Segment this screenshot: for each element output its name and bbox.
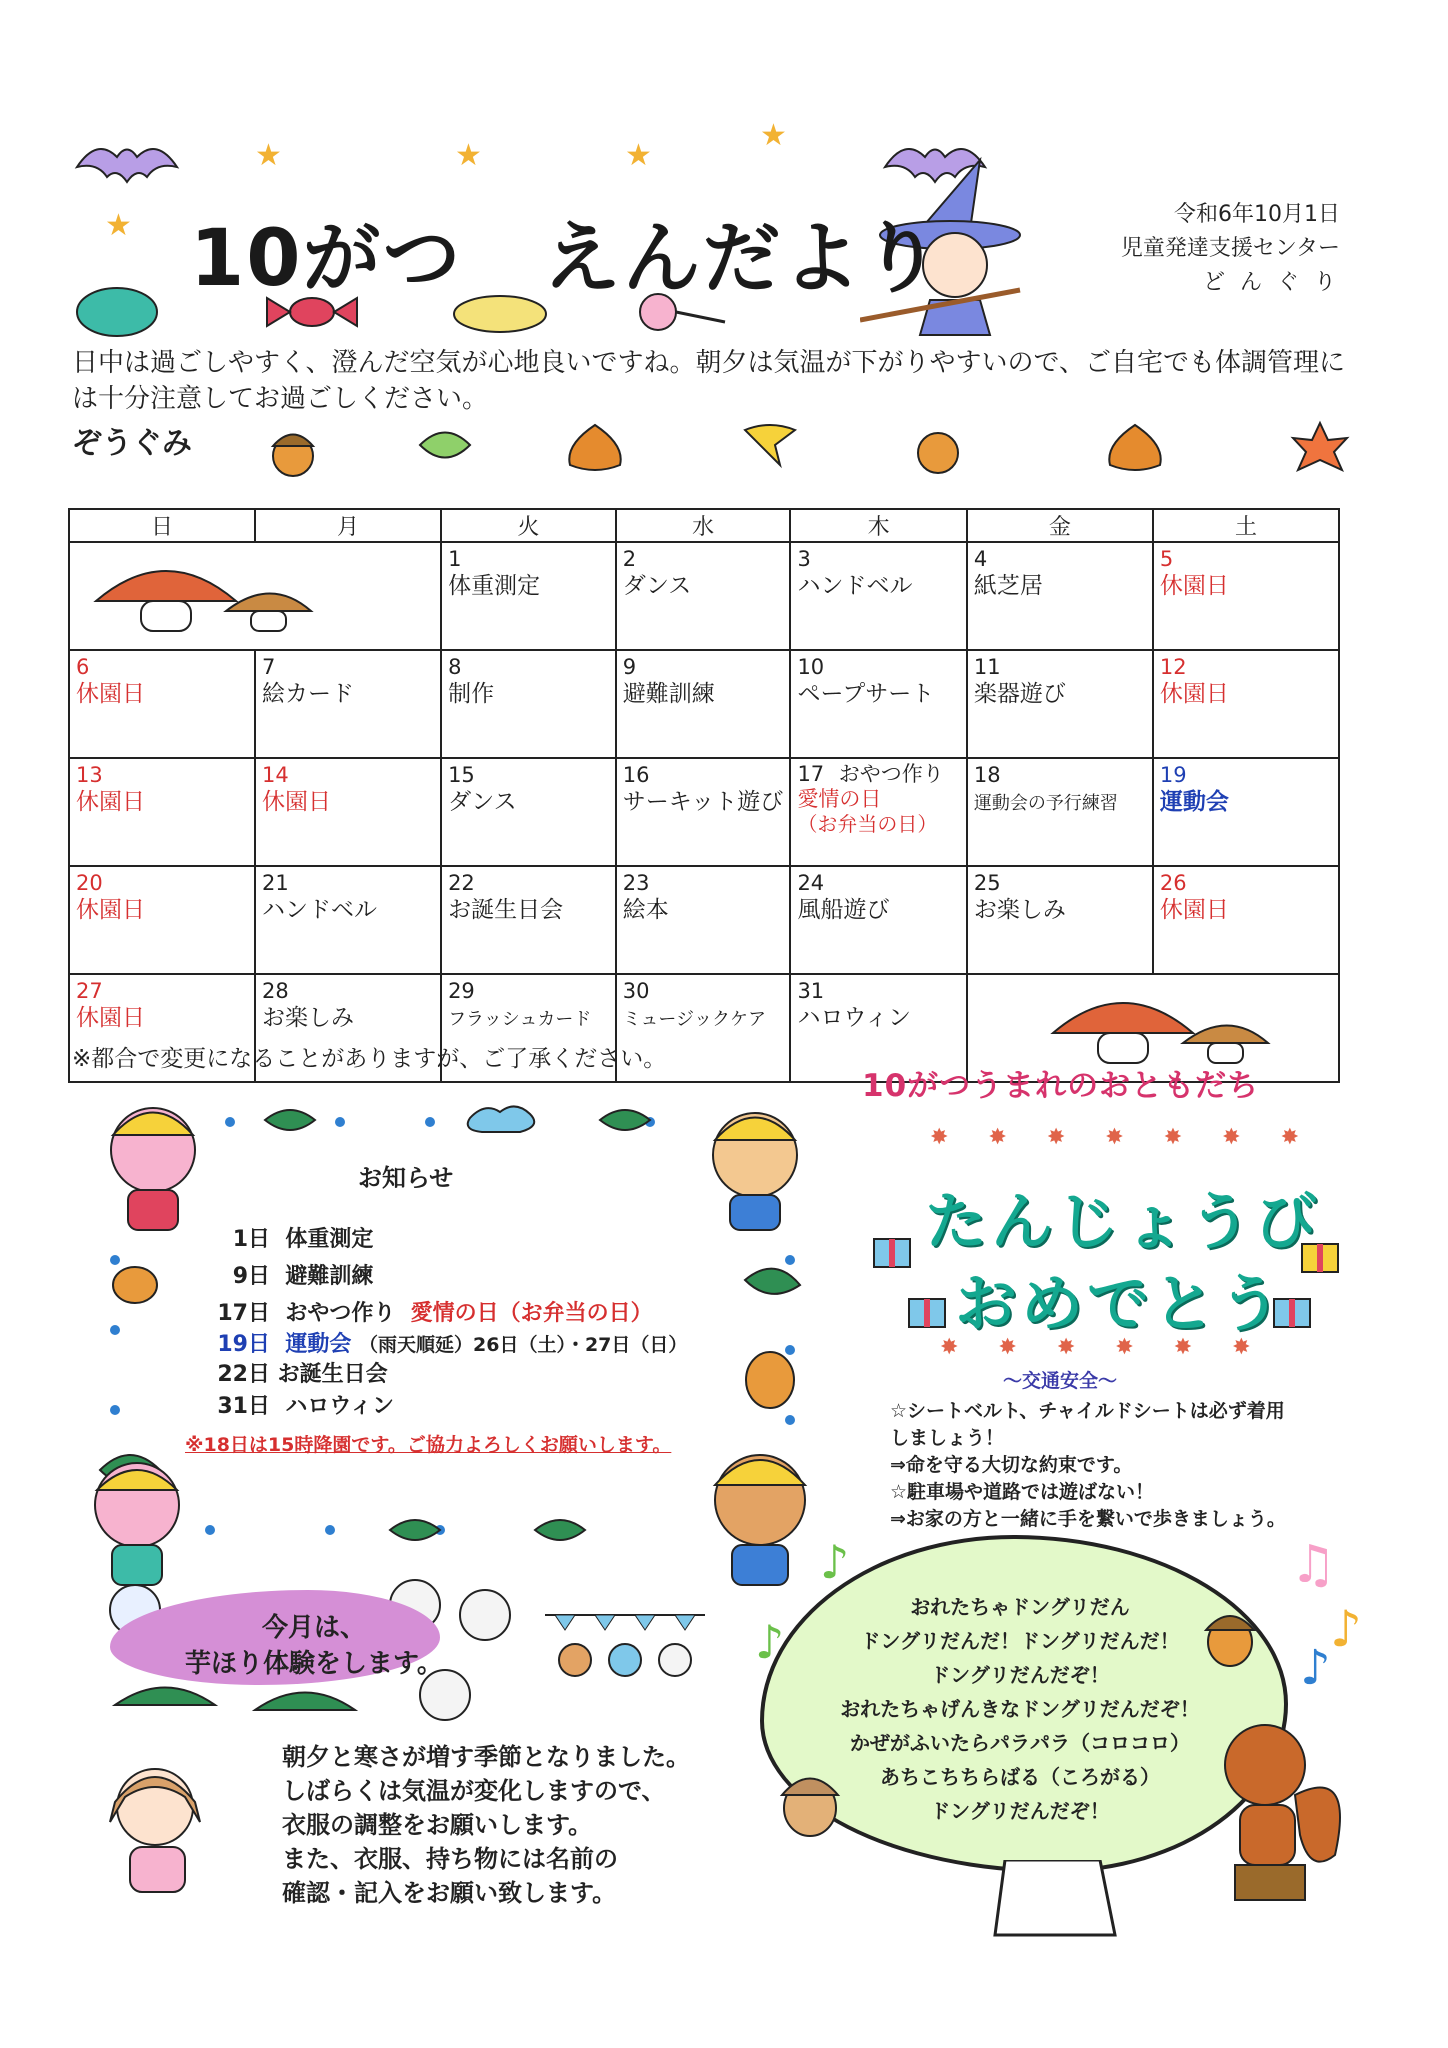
calendar-cell: 29 フラッシュカード [441, 974, 616, 1082]
calendar-cell: 26 休園日 [1153, 866, 1339, 974]
imo-line2: 芋ほり体験をします。 [185, 1649, 443, 1679]
music-note-icon: ♪ [820, 1535, 850, 1589]
acorn-icon [268, 418, 318, 478]
weekday-header: 金 [967, 509, 1153, 542]
bat-icon [72, 132, 182, 192]
birthday-line1: たんじょうび [925, 1185, 1322, 1258]
traffic-line: ☆駐車場や道路では遊ばない！ [890, 1481, 1155, 1503]
star-icon: ★ [255, 138, 282, 173]
sparkle-row: ✸✸✸✸✸✸✸ [930, 1125, 1340, 1150]
weekday-header: 火 [441, 509, 616, 542]
weekday-header: 水 [616, 509, 791, 542]
traffic-line: ⇒お家の方と一緒に手を繋いで歩きましょう。 [890, 1508, 1286, 1530]
notice-item: 22日 お誕生日会 [217, 1362, 388, 1387]
season-line: 確認・記入をお願い致します。 [282, 1879, 617, 1907]
star-icon: ★ [760, 118, 787, 153]
calendar-cell: 20 休園日 [69, 866, 255, 974]
calendar-week [69, 542, 1339, 650]
pig-child-icon [72, 1450, 202, 1590]
music-note-icon: ♪ [755, 1615, 785, 1669]
calendar-cell: 8 制作 [441, 650, 616, 758]
mushroom-icon [1033, 978, 1273, 1068]
song-line: ドングリだんだ！ドングリだんだ！ [860, 1629, 1180, 1653]
calendar-week [69, 650, 1339, 758]
class-name: ぞうぐみ [72, 426, 192, 461]
org-name: 児童発達支援センター [1120, 236, 1340, 261]
calendar-cell: 9 避難訓練 [616, 650, 791, 758]
leaf-icon [415, 420, 475, 470]
season-line: 朝夕と寒さが増す季節となりました。 [282, 1743, 690, 1771]
calendar-table [68, 508, 1340, 1083]
calendar-cell: 4 紙芝居 [967, 542, 1153, 650]
star-icon: ★ [455, 138, 482, 173]
sports-day-kids-icon [540, 1605, 710, 1705]
mouse-child-icon [88, 1095, 218, 1235]
calendar-cell: 2 ダンス [616, 542, 791, 650]
weekday-header: 日 [69, 509, 255, 542]
calendar-cell: 18 運動会の予行練習 [967, 758, 1153, 866]
calendar-cell: 27 休園日 [69, 974, 255, 1082]
calendar-cell: 6 休園日 [69, 650, 255, 758]
mushroom-icon [76, 546, 316, 636]
calendar-cell: 1 体重測定 [441, 542, 616, 650]
chestnut-icon [565, 420, 625, 475]
tree-trunk [975, 1860, 1135, 1940]
weekday-header: 土 [1153, 509, 1339, 542]
calendar-cell: 21 ハンドベル [255, 866, 441, 974]
notice-item: 17日 おやつ作り 愛情の日（お弁当の日） [217, 1301, 653, 1326]
calendar-cell: 22 お誕生日会 [441, 866, 616, 974]
acorn-icon [910, 418, 965, 478]
song-line: おれたちゃげんきなドングリだんだぞ！ [840, 1697, 1200, 1721]
calendar-cell: 30 ミュージックケア [616, 974, 791, 1082]
imo-line1: 今月は、 [261, 1613, 366, 1643]
star-icon: ★ [105, 208, 132, 243]
calendar-cell: 13 休園日 [69, 758, 255, 866]
dog-child-icon [690, 1095, 820, 1235]
girl-icon [90, 1752, 230, 1912]
weekday-header: 木 [790, 509, 966, 542]
song-line: かぜがふいたらパラパラ（コロコロ） [850, 1731, 1190, 1755]
calendar-week [69, 866, 1339, 974]
calendar-cell: 7 絵カード [255, 650, 441, 758]
calendar-cell: 3 ハンドベル [790, 542, 966, 650]
imo-text [185, 1610, 443, 1682]
season-line: しばらくは気温が変化しますので、 [282, 1777, 666, 1805]
song-line: あちこちちらばる（ころがる） [880, 1765, 1160, 1789]
gift-icon [870, 1225, 914, 1271]
calendar-cell: 19 運動会 [1153, 758, 1339, 866]
calendar-cell: 11 楽器遊び [967, 650, 1153, 758]
calendar-cell: 10 ペープサート [790, 650, 966, 758]
calendar-cell: 15 ダンス [441, 758, 616, 866]
song-line: ドングリだんだぞ！ [930, 1663, 1110, 1687]
sparkle-row: ✸✸✸✸✸✸ [940, 1335, 1291, 1360]
season-line: 衣服の調整をお願いします。 [282, 1811, 593, 1839]
traffic-line: ⇒命を守る大切な約束です。 [890, 1454, 1133, 1476]
school-name: ど ん ぐ り [1203, 270, 1340, 295]
traffic-title: ～交通安全～ [1003, 1370, 1118, 1392]
birthday-heading: 10がつうまれのおともだち [862, 1068, 1260, 1104]
traffic-line: しましょう！ [890, 1427, 1005, 1449]
notice-footer: ※18日は15時降園です。ご協力よろしくお願いします。 [185, 1434, 672, 1456]
calendar-cell: 14 休園日 [255, 758, 441, 866]
notice-item: 19日 運動会 （雨天順延）26日（土）・27日（日） [217, 1332, 688, 1357]
calendar-cell: 23 絵本 [616, 866, 791, 974]
calendar-cell: 28 お楽しみ [255, 974, 441, 1082]
calendar-cell [69, 542, 441, 650]
notice-item: 9日 避難訓練 [232, 1264, 374, 1289]
calendar-cell: 12 休園日 [1153, 650, 1339, 758]
music-note-icon: ♪ [1300, 1640, 1331, 1696]
ginkgo-icon [740, 420, 800, 470]
bear-child-icon [690, 1430, 830, 1590]
calendar-cell: 5 休園日 [1153, 542, 1339, 650]
gift-icon [905, 1285, 949, 1331]
music-note-icon: ♪ [1330, 1600, 1362, 1658]
notice-item: 31日 ハロウィン [217, 1394, 395, 1419]
page-title: 10がつ えんだより [190, 214, 943, 304]
calendar-cell: 25 お楽しみ [967, 866, 1153, 974]
calendar-cell: 24 風船遊び [790, 866, 966, 974]
weekday-header: 月 [255, 509, 441, 542]
calendar-cell: 16 サーキット遊び [616, 758, 791, 866]
notice-title: お知らせ [358, 1164, 454, 1192]
calendar-cell: 17 おやつ作り 愛情の日 （お弁当の日） [790, 758, 966, 866]
star-icon: ★ [625, 138, 652, 173]
chestnut-icon [1105, 420, 1165, 475]
maple-leaf-icon [1290, 420, 1350, 475]
notice-item: 1日 体重測定 [232, 1227, 374, 1252]
song-line: おれたちゃドングリだん [910, 1595, 1130, 1619]
intro-text: 日中は過ごしやすく、澄んだ空気が心地良いですね。朝夕は気温が下がりやすいので、ご自宅でも体調管理には十分注意してお過ごしください。 [72, 348, 1345, 414]
pumpkin-icon [72, 280, 162, 340]
calendar-week [69, 758, 1339, 866]
music-note-icon: ♫ [1290, 1535, 1337, 1595]
traffic-line: ☆シートベルト、チャイルドシートは必ず着用 [890, 1400, 1285, 1422]
issue-date: 令和6年10月1日 [1174, 202, 1340, 227]
birthday-line2: おめでとう [955, 1267, 1286, 1340]
calendar-cell: 31 ハロウィン [790, 974, 966, 1082]
song-line: ドングリだんだぞ！ [930, 1799, 1110, 1823]
calendar-note: ※都合で変更になることがありますが、ご了承ください。 [72, 1046, 667, 1072]
season-line: また、衣服、持ち物には名前の [282, 1845, 618, 1873]
